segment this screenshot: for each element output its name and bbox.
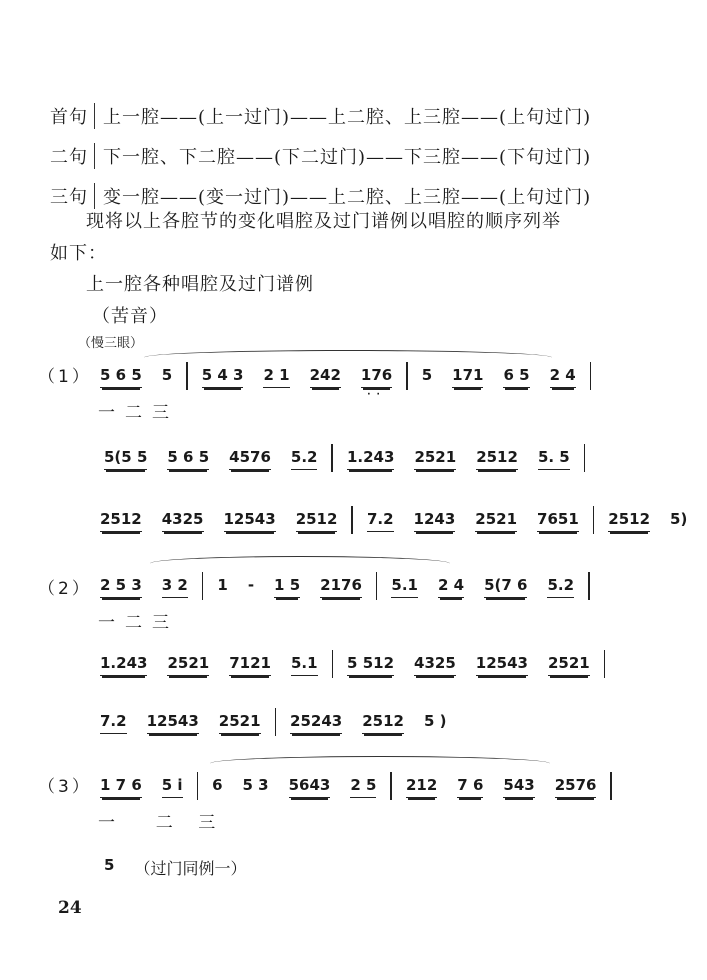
example-label: （2） [38,579,92,599]
note-group: 2512 [100,510,142,532]
sentence-text: 上一腔——(上一过门)——上二腔、上三腔——(上句过门) [103,107,592,128]
note-group: 5 ) [423,712,447,730]
lyric-syllables: 一 二 三 [98,813,226,833]
barline [593,506,595,534]
note-group: 5.1 [291,654,318,676]
section-title: 上一腔各种唱腔及过门谱例 [86,274,314,295]
barline [331,444,333,472]
note-group: 1.243 [347,448,394,470]
note-group: 3 2 [162,576,188,598]
note-group: 212 [406,776,437,798]
notation-line [104,448,599,472]
note-group: 543 [503,776,534,798]
notation-line [100,366,605,400]
barline [275,708,277,736]
phrase-slur [150,556,450,571]
note-group: 5) [670,510,688,528]
note-group: 2512 [296,510,338,532]
sentence-label: 二句 [50,147,88,168]
note-group: 6 [212,776,223,794]
barline [351,506,353,534]
note-group: 2521 [167,654,209,676]
page-number: 24 [58,898,82,918]
note-group: 2 5 [350,776,376,798]
note-group: - [247,576,255,594]
notation-line [100,654,619,678]
note-group: 12543 [224,510,276,532]
divider [94,143,95,169]
notation-line [100,510,707,534]
note-group: 5.2 [547,576,574,598]
note-group: 2521 [548,654,590,676]
barline [197,772,199,800]
note-group: 7 6 [457,776,483,798]
sentence-label: 首句 [50,107,88,128]
note-group: 2512 [608,510,650,532]
sentence-label: 三句 [50,187,88,208]
note-group [360,366,393,400]
note-group: 2521 [414,448,456,470]
note-group: 2 4 [550,366,576,388]
note-group: 5643 [289,776,331,798]
tempo-label: （慢三眼） [78,336,144,351]
note-group: 1 [217,576,228,594]
sentence-row [50,136,610,176]
note-group: 5 3 [242,776,269,794]
note-text: 176 [360,366,393,384]
notation-line [100,776,626,800]
sentence-structure-table [50,96,610,216]
intro-paragraph: 现将以上各腔节的变化唱腔及过门谱例以唱腔的顺序列举如下： [50,211,561,264]
barline [588,572,590,600]
note-group: 2176 [320,576,362,598]
note-group: 12543 [476,654,528,676]
mode-label: （苦音） [92,306,168,327]
note-group: 7651 [537,510,579,532]
note-group: 5 [104,856,115,874]
sentence-row [50,96,610,136]
note-group: 2512 [362,712,404,734]
note-group: 6 5 [503,366,529,388]
interlude-note: （过门同例一） [134,859,247,878]
note-group: 2 1 [263,366,289,388]
phrase-slur [144,350,552,365]
example-label: （1） [38,367,92,387]
note-group: 7.2 [367,510,394,532]
note-group: 7.2 [100,712,127,734]
note-group: 5 6 5 [100,366,142,388]
barline [406,362,408,390]
barline [186,362,188,390]
example-label: （3） [38,777,92,797]
note-group: 1 7 6 [100,776,142,798]
sentence-text: 下一腔、下二腔——(下二过门)——下三腔——(下句过门) [103,147,592,168]
note-group: 5 6 5 [167,448,209,470]
note-group: 1.243 [100,654,147,676]
notation-line [100,712,466,736]
barline [376,572,378,600]
note-group: 5 [421,366,433,384]
note-group: 5 4 3 [202,366,244,388]
note-group: 5(5 5 [104,448,147,470]
notation-line [104,856,246,879]
note-group: 5. 5 [538,448,570,470]
lyric-syllables: 一二三 [98,403,179,423]
note-group: 4325 [414,654,456,676]
barline [604,650,606,678]
barline [584,444,586,472]
note-group: 2576 [555,776,597,798]
low-octave-dots: ·· [367,390,386,400]
note-group: 7121 [229,654,271,676]
note-group: 5.1 [391,576,418,598]
note-group: 5 512 [347,654,394,676]
barline [610,772,612,800]
barline [390,772,392,800]
barline [590,362,592,390]
note-group: 1243 [414,510,456,532]
note-group: 2512 [476,448,518,470]
note-group: 2521 [219,712,261,734]
note-group: 5.2 [291,448,318,470]
note-group: 2521 [475,510,517,532]
note-group: 5 i [162,776,183,798]
note-group: 2 4 [438,576,464,598]
lyric-syllables: 一二三 [98,613,179,633]
note-group: 1 5 [274,576,300,598]
note-group: 4325 [162,510,204,532]
note-group: 5(7 6 [484,576,527,598]
notation-line [100,576,604,600]
sentence-text: 变一腔——(变一过门)——上二腔、上三腔——(上句过门) [103,187,592,208]
note-group: 242 [310,366,341,388]
note-group: 5 [161,366,173,384]
note-group: 12543 [147,712,199,734]
barline [202,572,204,600]
note-group: 4576 [229,448,271,470]
divider [94,103,95,129]
note-group: 25243 [290,712,342,734]
note-group: 171 [452,366,483,388]
barline [332,650,334,678]
phrase-slur [210,756,550,771]
note-group: 2 5 3 [100,576,142,598]
